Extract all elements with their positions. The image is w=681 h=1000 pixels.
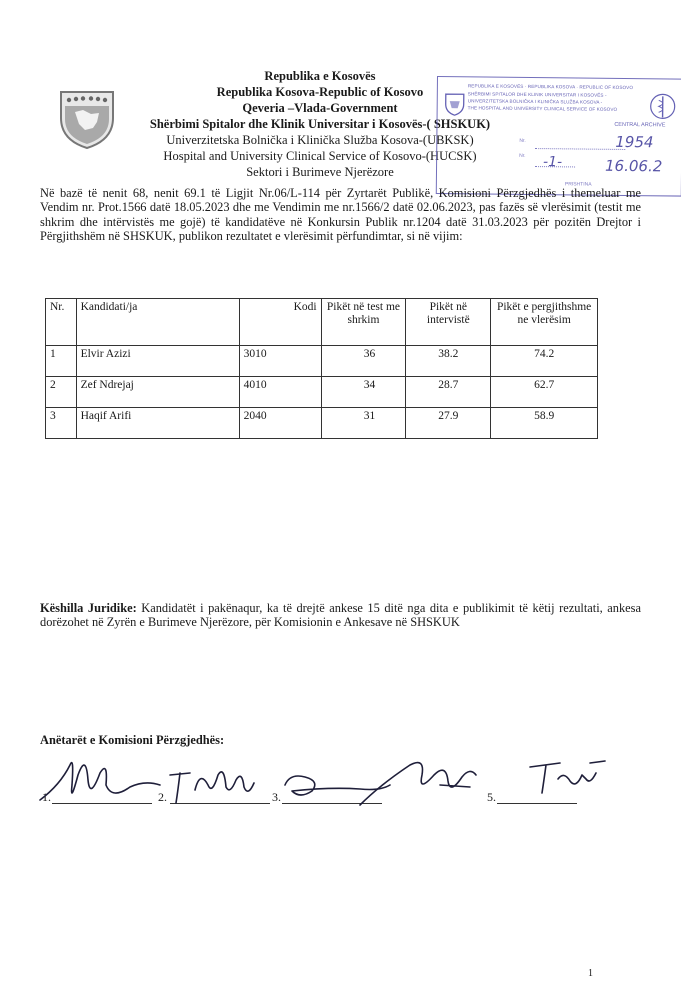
header-line-7: Sektori i Burimeve Njerëzore xyxy=(246,165,394,179)
handwritten-signatures xyxy=(30,745,630,815)
cell-interview: 27.9 xyxy=(406,408,491,439)
cell-name: Zef Ndrejaj xyxy=(76,377,239,408)
header-written-score: Pikët në test me shrkim xyxy=(321,299,406,346)
signature-4 xyxy=(360,763,476,805)
cell-code: 2040 xyxy=(239,408,321,439)
cell-total: 74.2 xyxy=(491,346,598,377)
cell-interview: 38.2 xyxy=(406,346,491,377)
header-line-3: Qeveria –Vlada-Government xyxy=(242,101,398,115)
header-interview-score: Pikët në intervistë xyxy=(406,299,491,346)
cell-written: 31 xyxy=(321,408,406,439)
table-row xyxy=(46,346,598,377)
page-number: 1 xyxy=(588,968,593,979)
committee-members-title: Anëtarët e Komisioni Përzgjedhës: xyxy=(40,733,225,747)
table-header-row xyxy=(46,299,598,346)
cell-nr: 2 xyxy=(46,377,77,408)
stamp-rule-1 xyxy=(535,148,625,150)
results-table xyxy=(45,298,598,439)
stamp-label-2: Nr. xyxy=(519,152,526,159)
intro-paragraph: Në bazë të nenit 68, nenit 69.1 të Ligjit Nr.06/L-114 për Zyrtarët Publikë, Komisioni Përzgjedhës i themeluar me Vendim nr. Prot.1566 datë 18.05.2023 dhe me Vendimin me nr.1566/2 datë 02.06.2023, pas fazës së vlerësimit (testit me shkrim dhe intërvistës me gojë) të kandidatëve në Konkursin Publik nr.1204 datë 31.03.2023 për pozitën Drejtor i Përgjithshëm në SHSKUK, publikon rezultatet e vlerësimit përfundimtar, si në vijim: xyxy=(40,186,641,244)
signature-1 xyxy=(40,763,160,801)
member-number-2: 2. xyxy=(158,790,167,804)
header-line-1: Republika e Kosovës xyxy=(264,69,376,83)
header-code: Kodi xyxy=(239,299,321,346)
cell-written: 34 xyxy=(321,377,406,408)
stamp-line-3: UNIVERZITETSKA BOLNIČKA I KLINIČKA SLUŽBA KOSOVA - xyxy=(467,98,603,105)
archive-stamp xyxy=(436,76,681,197)
member-number-5: 5. xyxy=(487,790,496,804)
stamp-line-4: THE HOSPITAL AND UNIVERSITY CLINICAL SERVICE OF KOSOVO xyxy=(467,105,618,112)
header-line-6: Hospital and University Clinical Service of Kosovo-(HUCSK) xyxy=(163,149,477,163)
cell-nr: 3 xyxy=(46,408,77,439)
member-number-3: 3. xyxy=(272,790,281,804)
stamp-number: 1954 xyxy=(615,132,654,152)
cell-name: Elvir Azizi xyxy=(76,346,239,377)
cell-nr: 1 xyxy=(46,346,77,377)
stamp-label-1: Nr. xyxy=(519,137,526,144)
table-row xyxy=(46,377,598,408)
header-line-5: Univerzitetska Bolnička i Klinička Služba Kosova-(UBKSK) xyxy=(166,133,474,147)
stamp-caduceus-icon xyxy=(650,91,676,121)
header-candidate: Kandidati/ja xyxy=(76,299,239,346)
stamp-dash-mark: -1- xyxy=(543,154,563,171)
cell-name: Haqif Arifi xyxy=(76,408,239,439)
legal-text: Kandidatët i pakënaqur, ka të drejtë ankese 15 ditë nga dita e publikimit të këtij rezultati, ankesa dorëzohet në Zyrën e Burimeve Njerëzore, për Komisionin e Ankesave në SHSKUK xyxy=(40,601,641,630)
stamp-emblem-icon xyxy=(444,91,466,117)
cell-total: 62.7 xyxy=(491,377,598,408)
header-total-score: Pikët e pergjithshme ne vlerësim xyxy=(491,299,598,346)
header-line-2: Republika Kosova-Republic of Kosovo xyxy=(216,85,424,99)
member-number-1: 1. xyxy=(42,790,51,804)
table-row xyxy=(46,408,598,439)
cell-total: 58.9 xyxy=(491,408,598,439)
cell-code: 4010 xyxy=(239,377,321,408)
stamp-city: PRISHTINA xyxy=(564,181,592,188)
signature-2 xyxy=(170,772,254,803)
stamp-line-1: REPUBLIKA E KOSOVËS · REPUBLIKA KOSOVA · REPUBLIC OF KOSOVO xyxy=(467,83,634,91)
legal-advice xyxy=(40,601,641,630)
cell-written: 36 xyxy=(321,346,406,377)
stamp-archive-label: CENTRAL ARCHIVE xyxy=(614,121,666,129)
stamp-date: 16.06.2 xyxy=(604,156,663,176)
stamp-line-2: SHËRBIMI SPITALOR DHE KLINIK UNIVERSITAR I KOSOVËS - xyxy=(467,91,607,98)
cell-interview: 28.7 xyxy=(406,377,491,408)
cell-code: 3010 xyxy=(239,346,321,377)
header-line-4: Shërbimi Spitalor dhe Klinik Universitar i Kosovës-( SHSKUK) xyxy=(149,117,491,131)
kosovo-coat-of-arms-icon xyxy=(55,82,119,150)
header-nr: Nr. xyxy=(46,299,77,346)
signature-5 xyxy=(530,761,605,793)
legal-heading: Këshilla Juridike: xyxy=(40,601,137,615)
